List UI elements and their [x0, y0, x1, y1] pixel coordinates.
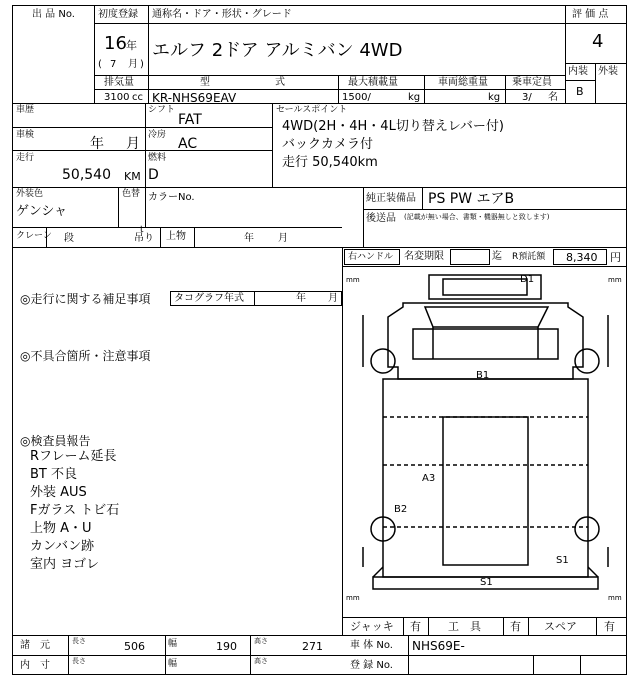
- jack-label: ジャッキ: [350, 620, 394, 633]
- model-name: エルフ 2ドア アルミバン 4WD: [152, 40, 403, 61]
- deposit-label: R預託額: [512, 252, 546, 262]
- mileage-label: 走行: [16, 153, 35, 163]
- equipment-label: 純正装備品: [366, 193, 416, 204]
- inner-label: 内 寸: [20, 660, 50, 671]
- day-unit: 迄: [492, 251, 502, 262]
- sales-points-label: セールスポイント: [276, 105, 348, 115]
- divider: [118, 187, 119, 227]
- divider: [94, 89, 565, 90]
- max-load-unit: kg: [408, 92, 421, 103]
- tacho-label: タコグラフ年式: [174, 293, 244, 304]
- divider: [12, 103, 627, 104]
- inspection-month-unit: 月: [126, 136, 140, 152]
- defects-label: ◎不具合箇所・注意事項: [20, 349, 151, 363]
- divider: [46, 227, 47, 247]
- divider: [565, 63, 627, 64]
- color-no-label: 色替: [122, 189, 141, 199]
- crane-t: t: [140, 225, 144, 235]
- sales-point-1: 4WD(2H・4H・4L切り替えレバー付): [282, 119, 504, 134]
- max-load: 1500/: [342, 92, 371, 103]
- divider: [408, 635, 409, 675]
- divider: [94, 75, 565, 76]
- divider: [12, 635, 627, 636]
- month-unit: 月: [128, 59, 138, 70]
- divider: [505, 75, 506, 103]
- capacity-unit: 名: [548, 92, 558, 103]
- color-value: ゲンシャ: [16, 204, 68, 219]
- height-value: 271: [302, 640, 323, 653]
- inspector-line: 上物 A・U: [30, 521, 92, 536]
- ac-label: 冷房: [148, 130, 167, 140]
- damage-mark: A3: [422, 473, 436, 484]
- fuel-label: 燃料: [148, 153, 167, 163]
- chassis-value: NHS69E-: [412, 639, 465, 653]
- damage-mark: B2: [394, 504, 408, 515]
- history-label: 車歴: [16, 105, 35, 115]
- sales-point-3: 走行 50,540km: [282, 155, 378, 170]
- gross-unit: kg: [488, 92, 501, 103]
- upper-label: 上物: [166, 231, 186, 242]
- interior-label: 内装: [568, 66, 588, 77]
- damage-mark: S1: [556, 555, 569, 566]
- damage-mark: D1: [520, 274, 535, 285]
- interior-score: B: [576, 85, 584, 98]
- crane-unit: 段: [64, 233, 74, 244]
- mm-label: mm: [608, 276, 622, 284]
- tacho-year: 年: [296, 293, 306, 304]
- length-label: 長さ: [72, 637, 86, 645]
- divider: [12, 227, 342, 228]
- divider: [160, 227, 161, 247]
- displacement: 3100: [104, 92, 130, 103]
- year-unit: 年: [126, 39, 137, 52]
- divider: [428, 617, 429, 635]
- divider: [422, 187, 423, 209]
- divider: [272, 103, 273, 187]
- divider: [148, 5, 149, 80]
- damage-mark: S1: [480, 577, 493, 588]
- driving-notes-label: ◎走行に関する補足事項: [20, 292, 151, 306]
- model-code: KR-NHS69EAV: [152, 91, 237, 105]
- damage-mark: B1: [476, 370, 490, 381]
- divider: [254, 291, 255, 306]
- crane-hang: 吊り: [134, 233, 154, 244]
- divider: [165, 635, 166, 675]
- reg-year: 16: [104, 33, 127, 54]
- type-label: 式: [275, 77, 285, 88]
- crane-label: クレーン: [16, 231, 52, 241]
- month-close: ): [140, 59, 144, 70]
- width-label: 幅: [168, 659, 178, 669]
- divider: [533, 655, 534, 675]
- spare-value: 有: [604, 620, 615, 633]
- name-label: 通称名・ドア・形状・グレード: [152, 9, 292, 20]
- divider: [363, 209, 627, 210]
- shift-value: FAT: [178, 112, 202, 128]
- divider: [596, 617, 597, 635]
- height-label: 高さ: [254, 637, 268, 645]
- upper-month: 月: [278, 233, 288, 244]
- exterior-label: 外装: [598, 66, 618, 77]
- name-change-label: 名変期限: [404, 251, 444, 262]
- mileage-unit: KM: [124, 170, 141, 183]
- deposit-value: 8,340: [566, 251, 598, 264]
- divider: [363, 187, 364, 247]
- first-reg-label: 初度登録: [98, 9, 138, 20]
- inspector-line: カンバン跡: [30, 539, 95, 554]
- divider: [12, 247, 627, 248]
- divider: [250, 635, 251, 675]
- reg-label: 登 録 No.: [350, 660, 393, 671]
- vehicle-diagram: [343, 267, 627, 615]
- divider: [145, 103, 146, 227]
- divider: [68, 635, 69, 675]
- spare-label: スペア: [544, 620, 577, 633]
- inspection-year-unit: 年: [90, 136, 104, 152]
- inspection-label: 車検: [16, 130, 35, 140]
- model-label: 型: [200, 77, 210, 88]
- mm-label: mm: [346, 594, 360, 602]
- drive-value: 右ハンドル: [348, 252, 394, 262]
- extra-note: (記載が無い場合、書類・機器無しと致します): [404, 213, 550, 221]
- gross-weight-label: 車両総重量: [438, 77, 488, 88]
- divider: [424, 75, 425, 103]
- mm-label: mm: [346, 276, 360, 284]
- height-label: 高さ: [254, 657, 268, 665]
- divider: [503, 617, 504, 635]
- divider: [338, 75, 339, 103]
- deposit-unit: 円: [610, 251, 621, 264]
- divider: [12, 150, 272, 151]
- capacity-label: 乗車定員: [512, 77, 552, 88]
- divider: [12, 655, 627, 656]
- dims-label: 諸 元: [20, 640, 50, 651]
- tool-label: 工 具: [448, 620, 481, 633]
- divider: [565, 5, 566, 103]
- reg-month: 7: [110, 59, 117, 70]
- length-label: 長さ: [72, 657, 86, 665]
- inspector-line: BT 不良: [30, 467, 77, 482]
- divider: [580, 655, 581, 675]
- divider: [148, 75, 149, 103]
- width-label: 幅: [168, 639, 178, 649]
- chassis-label: 車 体 No.: [350, 640, 393, 651]
- grade-label: 評 価 点: [572, 9, 609, 20]
- month-open: (: [98, 59, 102, 70]
- extra-label: 後送品: [366, 213, 396, 224]
- inspector-line: 室内 ヨゴレ: [30, 557, 100, 572]
- mileage-value: 50,540: [62, 167, 111, 183]
- capacity: 3/: [522, 92, 532, 103]
- tool-value: 有: [510, 620, 521, 633]
- lot-no-label: 出 品 No.: [32, 9, 75, 20]
- divider: [12, 187, 627, 188]
- divider: [12, 127, 272, 128]
- divider: [565, 80, 595, 81]
- max-load-label: 最大積載量: [348, 77, 398, 88]
- divider: [595, 63, 596, 103]
- color-label: 外装色: [16, 189, 44, 199]
- width-value: 190: [216, 640, 237, 653]
- fuel-value: D: [148, 167, 159, 183]
- displacement-label: 排気量: [104, 77, 134, 88]
- equipment-value: PS PW エアB: [428, 191, 515, 207]
- inspector-label: ◎検査員報告: [20, 434, 91, 448]
- length-value: 506: [124, 640, 145, 653]
- sales-point-2: バックカメラ付: [282, 137, 374, 152]
- inspector-line: Fガラス トビ石: [30, 503, 120, 518]
- divider: [403, 617, 404, 635]
- jack-value: 有: [410, 620, 421, 633]
- displacement-unit: cc: [132, 92, 143, 103]
- name-change-box: [450, 249, 490, 265]
- divider: [194, 227, 195, 247]
- inspector-line: 外装 AUS: [30, 485, 87, 500]
- inspector-line: Rフレーム延長: [30, 449, 117, 464]
- divider: [528, 617, 529, 635]
- divider: [342, 617, 627, 618]
- divider: [94, 23, 627, 24]
- score: 4: [592, 31, 604, 52]
- mm-label: mm: [608, 594, 622, 602]
- color-no: カラーNo.: [148, 192, 195, 203]
- ac-value: AC: [178, 136, 198, 152]
- tacho-month: 月: [328, 293, 338, 304]
- upper-year: 年: [244, 233, 254, 244]
- shift-label: シフト: [148, 105, 176, 115]
